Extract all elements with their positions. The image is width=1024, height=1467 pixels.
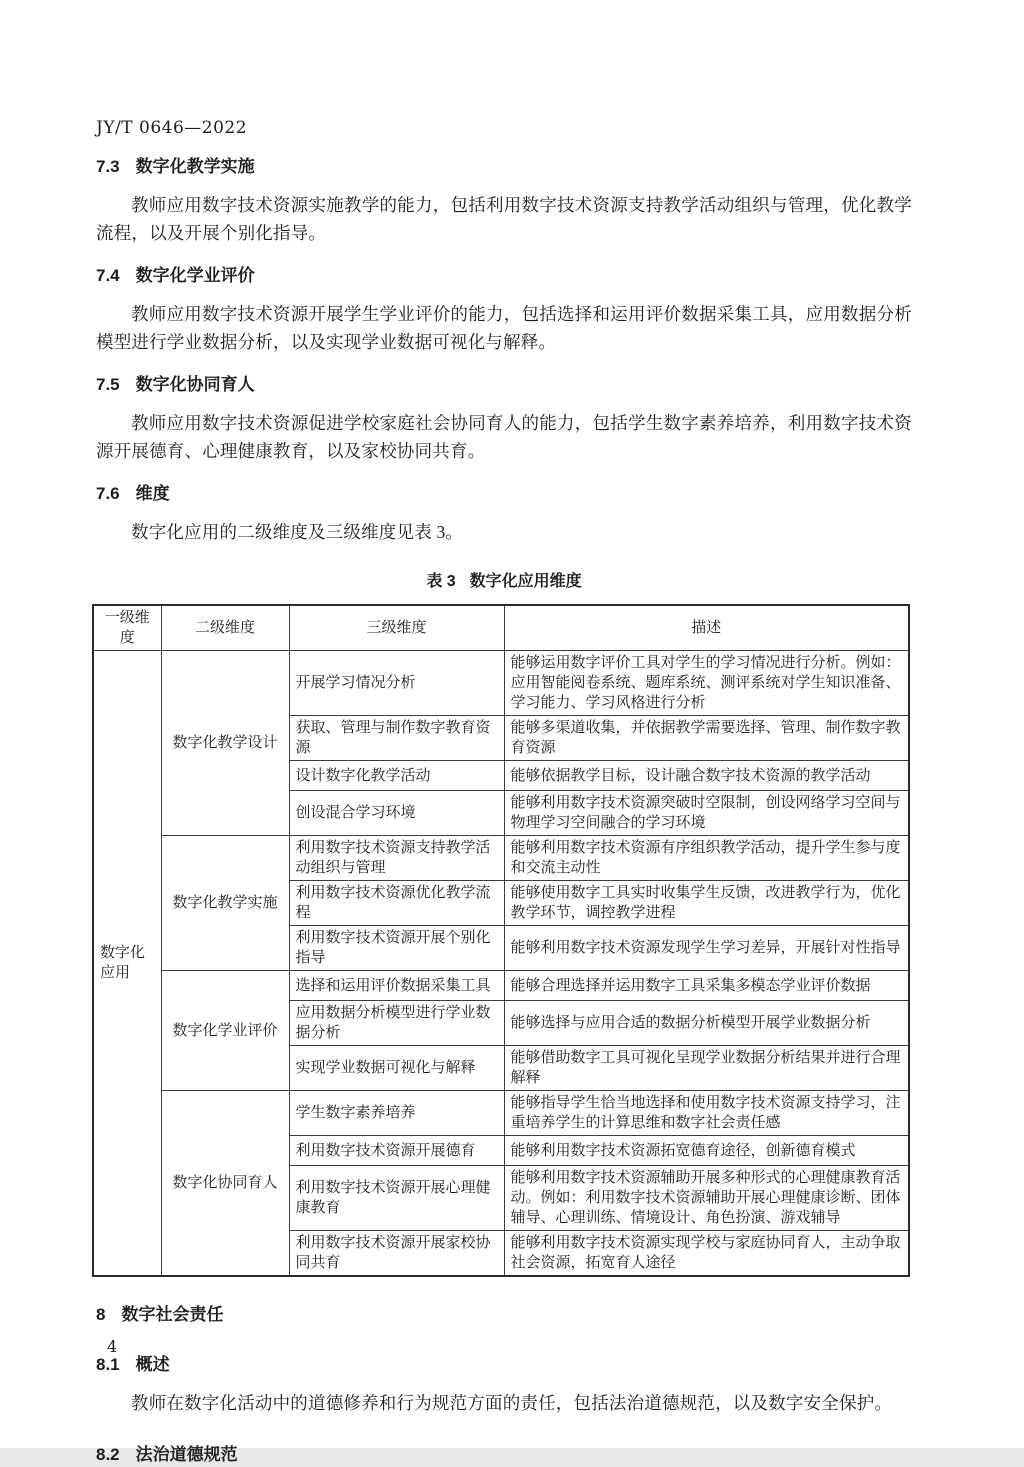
cell-level2: 数字化协同育人 xyxy=(161,1091,289,1277)
cell-level3: 选择和运用评价数据采集工具 xyxy=(289,971,504,1001)
table-row xyxy=(93,1091,909,1136)
dimension-table xyxy=(92,604,910,1277)
heading-8-1 xyxy=(96,1353,912,1377)
heading-8-2 xyxy=(96,1443,912,1467)
table-row xyxy=(93,836,909,881)
cell-desc: 能够选择与应用合适的数据分析模型开展学业数据分析 xyxy=(504,1001,909,1046)
cell-desc: 能够指导学生恰当地选择和使用数字技术资源支持学习，注重培养学生的计算思维和数字社会责任感 xyxy=(504,1091,909,1136)
cell-desc: 能够运用数字评价工具对学生的学习情况进行分析。例如：应用智能阅卷系统、题库系统、测评系统对学生知识准备、学习能力、学习风格进行分析 xyxy=(504,651,909,716)
heading-7-3 xyxy=(96,155,912,179)
paragraph-7-4: 教师应用数字技术资源开展学生学业评价的能力，包括选择和运用评价数据采集工具，应用数据分析模型进行学业数据分析，以及实现学业数据可视化与解释。 xyxy=(96,304,912,352)
cell-level3: 应用数据分析模型进行学业数据分析 xyxy=(289,1001,504,1046)
cell-level1: 数字化应用 xyxy=(93,651,161,1277)
heading-number: 7.6 xyxy=(96,484,120,503)
page-number: 4 xyxy=(107,1337,118,1356)
cell-level2: 数字化学业评价 xyxy=(161,971,289,1091)
cell-level3: 利用数字技术资源支持教学活动组织与管理 xyxy=(289,836,504,881)
heading-title: 数字化教学实施 xyxy=(135,157,255,176)
heading-number: 7.3 xyxy=(96,157,120,176)
cell-desc: 能够利用数字技术资源实现学校与家庭协同育人，主动争取社会资源，拓宽育人途径 xyxy=(504,1231,909,1277)
heading-number: 7.4 xyxy=(96,266,120,285)
heading-title: 数字化学业评价 xyxy=(135,266,255,285)
heading-title: 数字社会责任 xyxy=(121,1305,224,1324)
paragraph-7-3: 教师应用数字技术资源实施教学的能力，包括利用数字技术资源支持教学活动组织与管理，优化教学流程，以及开展个别化指导。 xyxy=(96,195,912,243)
heading-number: 8 xyxy=(96,1305,106,1324)
paragraph-8-1: 教师在数字化活动中的道德修养和行为规范方面的责任，包括法治道德规范，以及数字安全保护。 xyxy=(131,1393,893,1413)
doc-code: JY/T 0646—2022 xyxy=(96,118,248,138)
header-level1: 一级维度 xyxy=(93,605,161,651)
heading-8 xyxy=(96,1303,912,1327)
heading-number: 8.2 xyxy=(96,1445,120,1464)
section-8-block xyxy=(96,1303,912,1467)
cell-level3: 利用数字技术资源开展家校协同共育 xyxy=(289,1231,504,1277)
heading-title: 数字化协同育人 xyxy=(135,375,255,394)
heading-number: 8.1 xyxy=(96,1355,120,1374)
cell-level2: 数字化教学实施 xyxy=(161,836,289,971)
table-row xyxy=(93,651,909,716)
cell-desc: 能够利用数字技术资源发现学生学习差异，开展针对性指导 xyxy=(504,926,909,971)
cell-desc: 能够利用数字技术资源有序组织教学活动，提升学生参与度和交流主动性 xyxy=(504,836,909,881)
cell-desc: 能够利用数字技术资源突破时空限制，创设网络学习空间与物理学习空间融合的学习环境 xyxy=(504,791,909,836)
table-caption-title: 数字化应用维度 xyxy=(469,573,582,590)
heading-title: 法治道德规范 xyxy=(135,1445,238,1464)
cell-level3: 开展学习情况分析 xyxy=(289,651,504,716)
cell-level3: 设计数字化教学活动 xyxy=(289,761,504,791)
header-level3: 三级维度 xyxy=(289,605,504,651)
cell-level3: 创设混合学习环境 xyxy=(289,791,504,836)
cell-level3: 利用数字技术资源开展德育 xyxy=(289,1136,504,1166)
cell-level3: 利用数字技术资源开展心理健康教育 xyxy=(289,1166,504,1231)
heading-7-4 xyxy=(96,264,912,288)
table-caption xyxy=(96,568,912,591)
heading-number: 7.5 xyxy=(96,375,120,394)
header-level2: 二级维度 xyxy=(161,605,289,651)
heading-title: 维度 xyxy=(135,484,170,503)
cell-level3: 学生数字素养培养 xyxy=(289,1091,504,1136)
paragraph-7-6: 数字化应用的二级维度及三级维度见表 3。 xyxy=(131,522,464,542)
cell-level3: 实现学业数据可视化与解释 xyxy=(289,1046,504,1091)
paragraph-7-5: 教师应用数字技术资源促进学校家庭社会协同育人的能力，包括学生数字素养培养，利用数字技术资源开展德育、心理健康教育，以及家校协同共育。 xyxy=(96,413,912,461)
heading-title: 概述 xyxy=(135,1355,170,1374)
heading-7-6 xyxy=(96,482,912,506)
cell-desc: 能够合理选择并运用数字工具采集多模态学业评价数据 xyxy=(504,971,909,1001)
cell-level3: 获取、管理与制作数字教育资源 xyxy=(289,716,504,761)
cell-desc: 能够多渠道收集，并依据教学需要选择、管理、制作数字教育资源 xyxy=(504,716,909,761)
cell-level2: 数字化教学设计 xyxy=(161,651,289,836)
cell-desc: 能够使用数字工具实时收集学生反馈，改进教学行为，优化教学环节，调控教学进程 xyxy=(504,881,909,926)
table-row xyxy=(93,971,909,1001)
cell-level3: 利用数字技术资源开展个别化指导 xyxy=(289,926,504,971)
cell-desc: 能够依据教学目标，设计融合数字技术资源的教学活动 xyxy=(504,761,909,791)
heading-7-5 xyxy=(96,373,912,397)
cell-desc: 能够借助数字工具可视化呈现学业数据分析结果并进行合理解释 xyxy=(504,1046,909,1091)
table-caption-label: 表 3 xyxy=(426,573,456,590)
cell-desc: 能够利用数字技术资源拓宽德育途径，创新德育模式 xyxy=(504,1136,909,1166)
table-header-row xyxy=(93,605,909,651)
cell-desc: 能够利用数字技术资源辅助开展多种形式的心理健康教育活动。例如：利用数字技术资源辅助开展心理健康诊断、团体辅导、心理训练、情境设计、角色扮演、游戏辅导 xyxy=(504,1166,909,1231)
cell-level3: 利用数字技术资源优化教学流程 xyxy=(289,881,504,926)
header-desc: 描述 xyxy=(504,605,909,651)
